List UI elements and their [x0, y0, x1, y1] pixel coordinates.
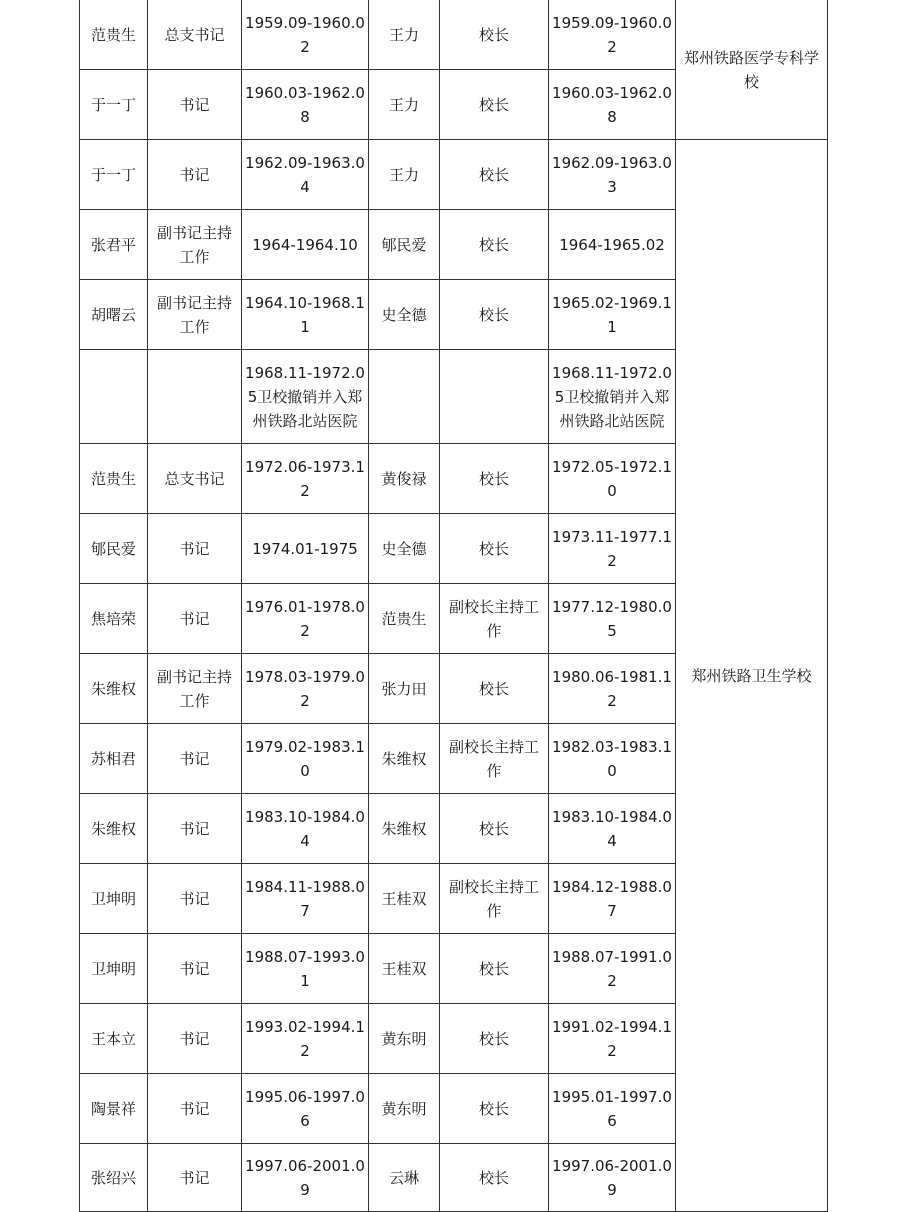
principal-name: 朱维权 — [369, 724, 440, 794]
secretary-name: 于一丁 — [80, 70, 148, 140]
secretary-term: 1968.11-1972.05卫校撤销并入郑州铁路北站医院 — [242, 350, 369, 444]
secretary-title: 书记 — [148, 1074, 242, 1144]
principal-term: 1995.01-1997.06 — [549, 1074, 676, 1144]
secretary-term: 1959.09-1960.02 — [242, 0, 369, 70]
table-row — [80, 140, 828, 210]
principal-title: 副校长主持工作 — [440, 864, 549, 934]
secretary-title: 副书记主持工作 — [148, 654, 242, 724]
principal-term: 1984.12-1988.07 — [549, 864, 676, 934]
principal-name: 王桂双 — [369, 934, 440, 1004]
principal-name: 王桂双 — [369, 864, 440, 934]
principal-term: 1964-1965.02 — [549, 210, 676, 280]
principal-term: 1982.03-1983.10 — [549, 724, 676, 794]
principal-term: 1988.07-1991.02 — [549, 934, 676, 1004]
secretary-title: 书记 — [148, 584, 242, 654]
principal-title: 校长 — [440, 934, 549, 1004]
principal-name: 朱维权 — [369, 794, 440, 864]
principal-title: 校长 — [440, 210, 549, 280]
principal-name: 郇民爱 — [369, 210, 440, 280]
secretary-name: 王本立 — [80, 1004, 148, 1074]
secretary-name: 胡曙云 — [80, 280, 148, 350]
principal-title: 校长 — [440, 1074, 549, 1144]
principal-title: 校长 — [440, 0, 549, 70]
secretary-title: 总支书记 — [148, 444, 242, 514]
secretary-term: 1974.01-1975 — [242, 514, 369, 584]
secretary-title: 书记 — [148, 724, 242, 794]
secretary-term: 1979.02-1983.10 — [242, 724, 369, 794]
secretary-term: 1983.10-1984.04 — [242, 794, 369, 864]
principal-term: 1972.05-1972.10 — [549, 444, 676, 514]
principal-name: 王力 — [369, 70, 440, 140]
principal-name — [369, 350, 440, 444]
principal-term: 1997.06-2001.09 — [549, 1144, 676, 1212]
principal-term: 1980.06-1981.12 — [549, 654, 676, 724]
secretary-title: 书记 — [148, 1144, 242, 1212]
principal-title: 校长 — [440, 794, 549, 864]
secretary-name: 张绍兴 — [80, 1144, 148, 1212]
leaders-table — [79, 0, 828, 1212]
secretary-term: 1960.03-1962.08 — [242, 70, 369, 140]
principal-term: 1959.09-1960.02 — [549, 0, 676, 70]
principal-title: 校长 — [440, 1144, 549, 1212]
secretary-title: 书记 — [148, 794, 242, 864]
principal-title: 校长 — [440, 280, 549, 350]
secretary-name: 范贵生 — [80, 444, 148, 514]
principal-term: 1960.03-1962.08 — [549, 70, 676, 140]
secretary-name: 于一丁 — [80, 140, 148, 210]
principal-name: 史全德 — [369, 280, 440, 350]
principal-term: 1973.11-1977.12 — [549, 514, 676, 584]
secretary-term: 1988.07-1993.01 — [242, 934, 369, 1004]
principal-term: 1983.10-1984.04 — [549, 794, 676, 864]
principal-name: 黄东明 — [369, 1074, 440, 1144]
secretary-name: 张君平 — [80, 210, 148, 280]
principal-title: 校长 — [440, 1004, 549, 1074]
secretary-term: 1993.02-1994.12 — [242, 1004, 369, 1074]
principal-name: 王力 — [369, 140, 440, 210]
secretary-name: 郇民爱 — [80, 514, 148, 584]
principal-name: 黄俊禄 — [369, 444, 440, 514]
principal-title: 校长 — [440, 514, 549, 584]
secretary-title: 总支书记 — [148, 0, 242, 70]
secretary-title: 副书记主持工作 — [148, 210, 242, 280]
secretary-name: 卫坤明 — [80, 864, 148, 934]
secretary-term: 1962.09-1963.04 — [242, 140, 369, 210]
principal-name: 黄东明 — [369, 1004, 440, 1074]
secretary-title: 书记 — [148, 514, 242, 584]
principal-name: 张力田 — [369, 654, 440, 724]
principal-term: 1991.02-1994.12 — [549, 1004, 676, 1074]
secretary-name — [80, 350, 148, 444]
principal-name: 王力 — [369, 0, 440, 70]
principal-name: 史全德 — [369, 514, 440, 584]
secretary-title: 书记 — [148, 1004, 242, 1074]
secretary-name: 苏相君 — [80, 724, 148, 794]
principal-title: 副校长主持工作 — [440, 584, 549, 654]
institution-name: 郑州铁路卫生学校 — [676, 140, 828, 1212]
principal-title: 校长 — [440, 654, 549, 724]
table-row — [80, 0, 828, 70]
principal-title: 校长 — [440, 70, 549, 140]
secretary-title — [148, 350, 242, 444]
principal-term: 1968.11-1972.05卫校撤销并入郑州铁路北站医院 — [549, 350, 676, 444]
secretary-term: 1972.06-1973.12 — [242, 444, 369, 514]
secretary-name: 范贵生 — [80, 0, 148, 70]
secretary-name: 朱维权 — [80, 654, 148, 724]
principal-term: 1965.02-1969.11 — [549, 280, 676, 350]
secretary-term: 1997.06-2001.09 — [242, 1144, 369, 1212]
secretary-term: 1978.03-1979.02 — [242, 654, 369, 724]
secretary-title: 副书记主持工作 — [148, 280, 242, 350]
secretary-title: 书记 — [148, 140, 242, 210]
institution-name: 郑州铁路医学专科学校 — [676, 0, 828, 140]
secretary-name: 陶景祥 — [80, 1074, 148, 1144]
secretary-name: 焦培荣 — [80, 584, 148, 654]
principal-title: 校长 — [440, 444, 549, 514]
principal-title: 副校长主持工作 — [440, 724, 549, 794]
secretary-title: 书记 — [148, 934, 242, 1004]
secretary-name: 卫坤明 — [80, 934, 148, 1004]
secretary-term: 1995.06-1997.06 — [242, 1074, 369, 1144]
principal-name: 云琳 — [369, 1144, 440, 1212]
principal-title: 校长 — [440, 140, 549, 210]
principal-name: 范贵生 — [369, 584, 440, 654]
secretary-title: 书记 — [148, 864, 242, 934]
principal-term: 1962.09-1963.03 — [549, 140, 676, 210]
principal-term: 1977.12-1980.05 — [549, 584, 676, 654]
secretary-name: 朱维权 — [80, 794, 148, 864]
secretary-title: 书记 — [148, 70, 242, 140]
secretary-term: 1976.01-1978.02 — [242, 584, 369, 654]
secretary-term: 1984.11-1988.07 — [242, 864, 369, 934]
secretary-term: 1964-1964.10 — [242, 210, 369, 280]
secretary-term: 1964.10-1968.11 — [242, 280, 369, 350]
principal-title — [440, 350, 549, 444]
